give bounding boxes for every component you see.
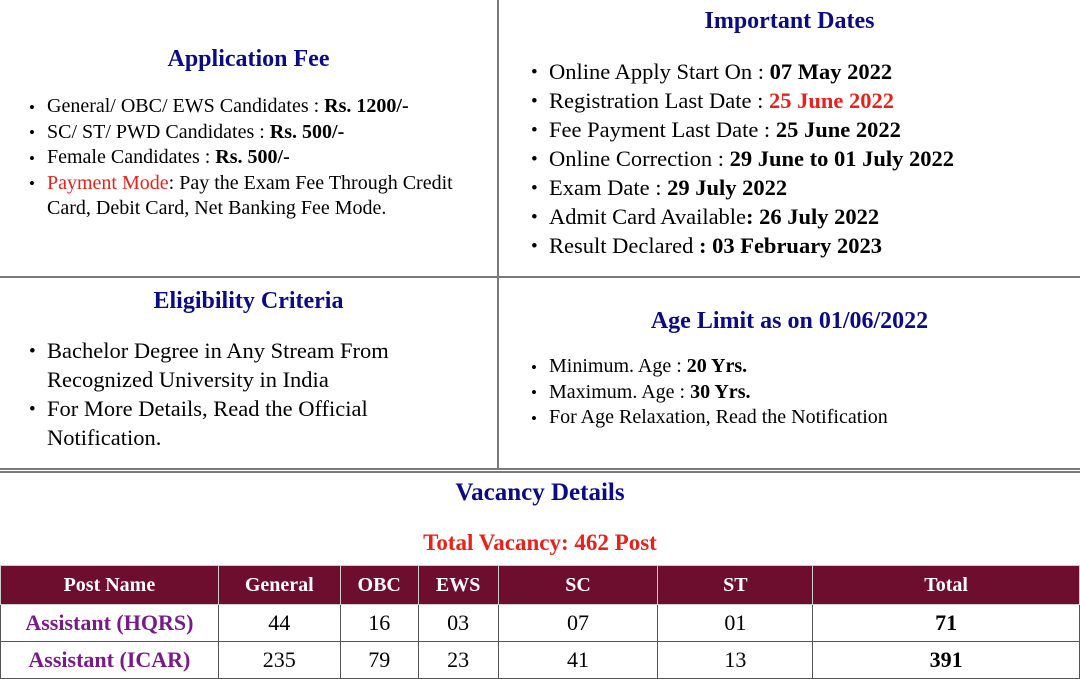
list-item: • Maximum. Age : 30 Yrs. <box>549 380 1080 406</box>
table-row <box>1 642 1080 679</box>
list-item: • SC/ ST/ PWD Candidates : Rs. 500/- <box>47 120 497 146</box>
header-sc: SC <box>498 566 658 605</box>
header-post-name: Post Name <box>1 566 219 605</box>
table-cell: 03 <box>418 605 498 642</box>
application-fee-section <box>0 44 497 222</box>
eligibility-list <box>0 336 497 452</box>
table-cell: 07 <box>498 605 658 642</box>
header-total: Total <box>813 566 1080 605</box>
list-item: • Exam Date : 29 July 2022 <box>549 173 1080 202</box>
important-dates-title: Important Dates <box>704 8 875 34</box>
post-name-cell: Assistant (ICAR) <box>1 642 219 679</box>
total-cell: 391 <box>813 642 1080 679</box>
table-cell: 13 <box>658 642 813 679</box>
table-cell: 235 <box>218 642 340 679</box>
list-item: • Fee Payment Last Date : 25 June 2022 <box>549 115 1080 144</box>
age-limit-section <box>499 306 1080 431</box>
application-fee-list <box>0 94 497 222</box>
header-ews: EWS <box>418 566 498 605</box>
table-cell: 23 <box>418 642 498 679</box>
list-item: • For Age Relaxation, Read the Notification <box>549 405 1080 431</box>
table-cell: 41 <box>498 642 658 679</box>
header-st: ST <box>658 566 813 605</box>
table-cell: 79 <box>340 642 418 679</box>
list-item: • Registration Last Date : 25 June 2022 <box>549 86 1080 115</box>
table-cell: 01 <box>658 605 813 642</box>
total-cell: 71 <box>813 605 1080 642</box>
list-item: • Bachelor Degree in Any Stream From Recognized University in India <box>47 336 437 394</box>
table-header-row <box>1 566 1080 605</box>
header-obc: OBC <box>340 566 418 605</box>
vacancy-table <box>0 565 1080 679</box>
eligibility-section <box>0 286 497 452</box>
list-item: • Payment Mode: Pay the Exam Fee Through Credit Card, Debit Card, Net Banking Fee Mode. <box>47 171 497 222</box>
age-limit-list <box>499 354 1080 431</box>
table-cell: 16 <box>340 605 418 642</box>
list-item: • For More Details, Read the Official Notification. <box>47 394 437 452</box>
total-vacancy: Total Vacancy: 462 Post <box>423 530 657 555</box>
list-item: • Admit Card Available: 26 July 2022 <box>549 202 1080 231</box>
payment-mode-label: Payment Mode <box>47 171 169 194</box>
age-limit-title: Age Limit as on 01/06/2022 <box>650 308 929 334</box>
list-item: • Online Apply Start On : 07 May 2022 <box>549 57 1080 86</box>
vacancy-title: Vacancy Details <box>455 479 625 506</box>
row-divider <box>0 276 1080 278</box>
list-item: • General/ OBC/ EWS Candidates : Rs. 1200/- <box>47 94 497 120</box>
table-cell: 44 <box>218 605 340 642</box>
section-divider <box>0 468 1080 473</box>
application-fee-title: Application Fee <box>167 46 330 72</box>
table-row <box>1 605 1080 642</box>
important-dates-section <box>499 6 1080 260</box>
eligibility-title: Eligibility Criteria <box>153 288 344 314</box>
important-dates-list <box>499 57 1080 260</box>
list-item: • Female Candidates : Rs. 500/- <box>47 145 497 171</box>
list-item: • Minimum. Age : 20 Yrs. <box>549 354 1080 380</box>
header-general: General <box>218 566 340 605</box>
post-name-cell: Assistant (HQRS) <box>1 605 219 642</box>
list-item: • Result Declared : 03 February 2023 <box>549 231 1080 260</box>
list-item: • Online Correction : 29 June to 01 July 2022 <box>549 144 1080 173</box>
